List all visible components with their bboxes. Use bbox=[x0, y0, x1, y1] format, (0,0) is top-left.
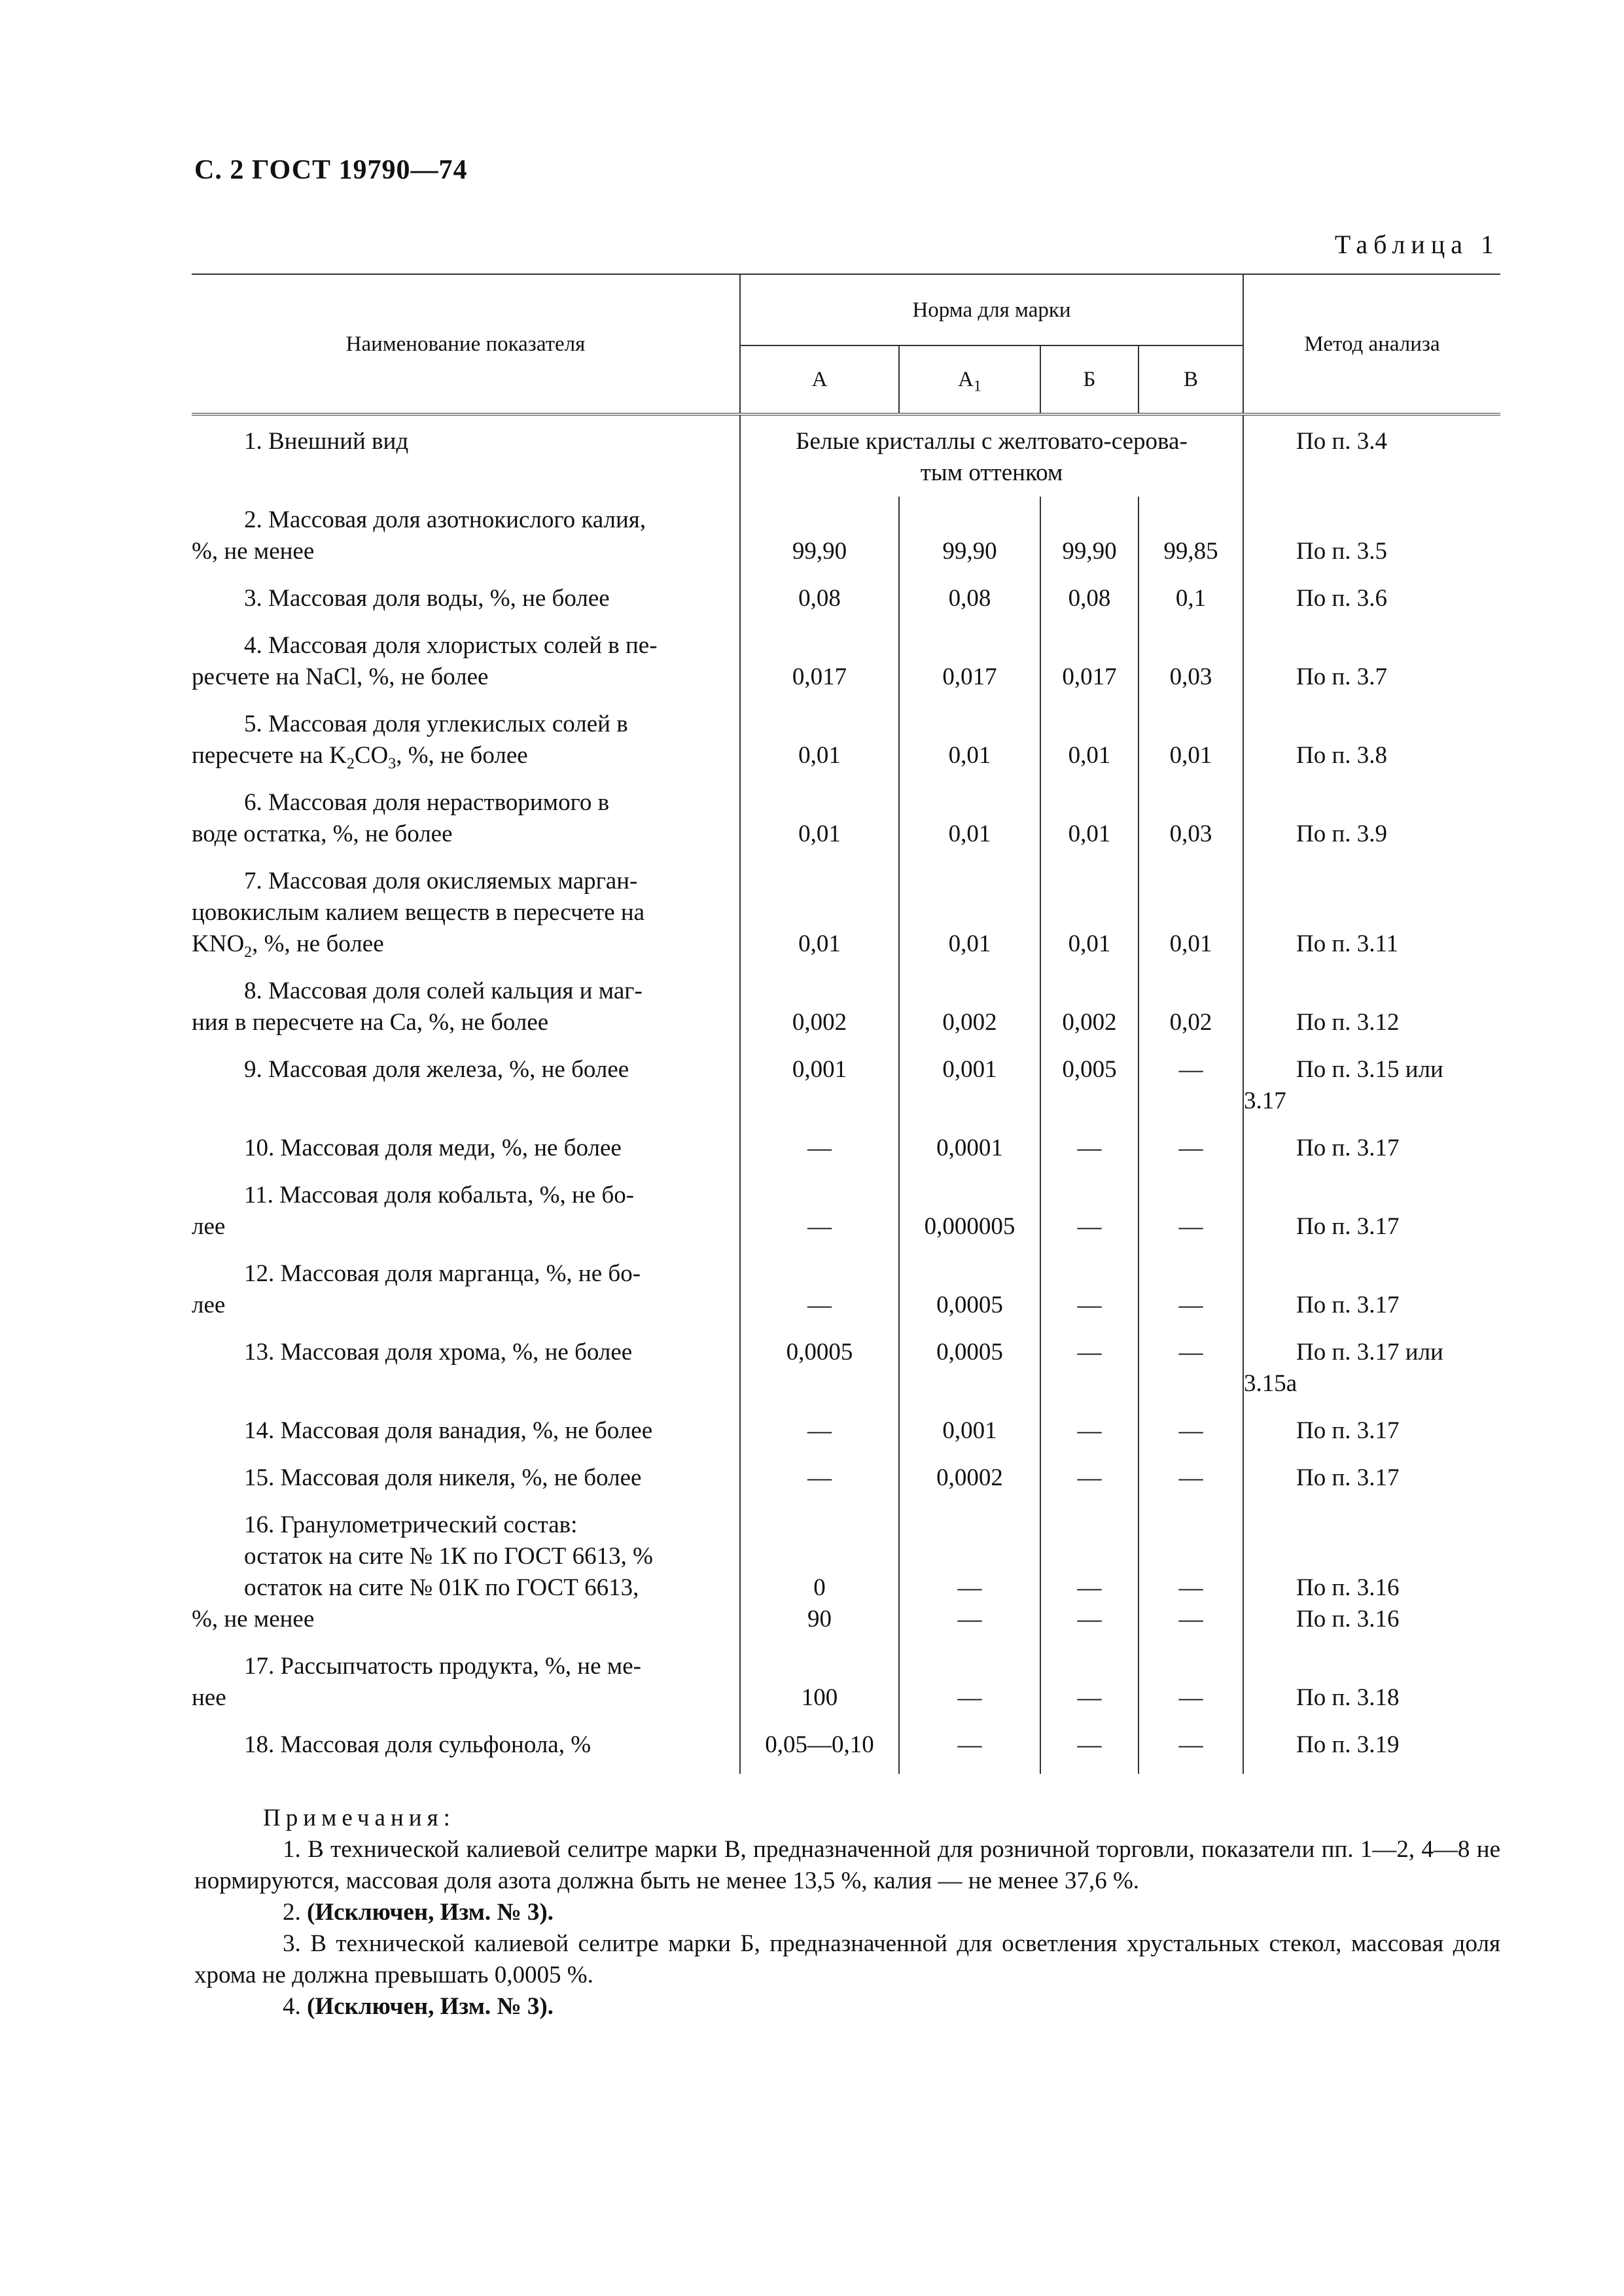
cell-grade-a1: 0,08 bbox=[899, 575, 1040, 622]
table-caption: Таблица 1 bbox=[1334, 230, 1500, 259]
cell-grade-v: — bbox=[1139, 1722, 1243, 1774]
cell-grade-a1: 0,01 bbox=[899, 858, 1040, 968]
row-name: 11. Массовая доля кобальта, %, не бо- лее bbox=[192, 1182, 635, 1240]
header-indicator: Наименование показателя bbox=[192, 274, 740, 414]
row-name: 5. Массовая доля углекислых солей в пересчете на $K_2CO_3$, %, не более bbox=[192, 711, 628, 773]
header-grade-v: В bbox=[1139, 345, 1243, 414]
cell-grade-a: — bbox=[740, 1125, 899, 1172]
cell-grade-v: — — bbox=[1139, 1502, 1243, 1643]
cell-grade-v: — bbox=[1139, 1172, 1243, 1250]
row-name: 8. Массовая доля солей кальция и маг- ния в пересчете на Ca, %, не более bbox=[192, 978, 643, 1036]
row-name: 16. Гранулометрический состав: остаток на сите № 1К по ГОСТ 6613, % остаток на сите № 01К по ГОСТ 6613, %, не менее bbox=[192, 1511, 653, 1633]
cell-grade-a: 0,08 bbox=[740, 575, 899, 622]
cell-grade-a1: — bbox=[899, 1643, 1040, 1722]
header-norm-group: Норма для марки bbox=[740, 274, 1243, 345]
row-name: 14. Массовая доля ванадия, %, не более bbox=[244, 1417, 653, 1444]
notes-header: Примечания: bbox=[263, 1805, 455, 1831]
header-grade-b: Б bbox=[1040, 345, 1139, 414]
cell-grade-a1: 99,90 bbox=[899, 497, 1040, 575]
table-row bbox=[192, 497, 1500, 575]
note-4: 4. (Исключен, Изм. № 3). bbox=[283, 1993, 554, 2020]
table-row bbox=[192, 414, 1500, 497]
cell-grade-a: 0,01 bbox=[740, 779, 899, 858]
table-row bbox=[192, 1407, 1500, 1455]
cell-grade-b: — bbox=[1040, 1250, 1139, 1329]
row-method: По п. 3.17 bbox=[1243, 1250, 1500, 1329]
table-row bbox=[192, 1722, 1500, 1774]
row-name: 15. Массовая доля никеля, %, не более bbox=[244, 1464, 642, 1491]
cell-grade-a1: 0,0005 bbox=[899, 1329, 1040, 1407]
cell-grade-b: 0,01 bbox=[1040, 701, 1139, 779]
cell-grade-v: 0,1 bbox=[1139, 575, 1243, 622]
table-row bbox=[192, 858, 1500, 968]
cell-grade-b: 99,90 bbox=[1040, 497, 1139, 575]
row-method: По п. 3.16 По п. 3.16 bbox=[1243, 1502, 1500, 1643]
cell-grade-v: 0,02 bbox=[1139, 968, 1243, 1046]
table-row bbox=[192, 701, 1500, 779]
cell-grade-b: 0,002 bbox=[1040, 968, 1139, 1046]
table-row bbox=[192, 575, 1500, 622]
row-method: По п. 3.11 bbox=[1243, 858, 1500, 968]
row-name: 18. Массовая доля сульфонола, % bbox=[244, 1731, 591, 1758]
cell-grade-a1: — — bbox=[899, 1502, 1040, 1643]
table-row bbox=[192, 1046, 1500, 1125]
cell-grade-a: 0,01 bbox=[740, 701, 899, 779]
row-name: 1. Внешний вид bbox=[244, 428, 409, 455]
row-method: По п. 3.5 bbox=[1243, 497, 1500, 575]
row-method: По п. 3.17 bbox=[1243, 1125, 1500, 1172]
note-2: 2. (Исключен, Изм. № 3). bbox=[283, 1899, 554, 1926]
row-method: По п. 3.6 bbox=[1243, 575, 1500, 622]
cell-grade-b: 0,01 bbox=[1040, 779, 1139, 858]
cell-grade-v: 0,03 bbox=[1139, 779, 1243, 858]
cell-grade-a: 0,001 bbox=[740, 1046, 899, 1125]
row-name: 10. Массовая доля меди, %, не более bbox=[244, 1135, 622, 1161]
cell-grade-b: — bbox=[1040, 1643, 1139, 1722]
cell-grade-v: — bbox=[1139, 1455, 1243, 1502]
cell-grade-b: — bbox=[1040, 1722, 1139, 1774]
cell-grade-a1: 0,0002 bbox=[899, 1455, 1040, 1502]
cell-grade-a1: 0,01 bbox=[899, 779, 1040, 858]
row-name: 13. Массовая доля хрома, %, не более bbox=[244, 1339, 633, 1366]
row-method: По п. 3.18 bbox=[1243, 1643, 1500, 1722]
cell-grade-a: 0,002 bbox=[740, 968, 899, 1046]
cell-grade-a: — bbox=[740, 1250, 899, 1329]
row-method: По п. 3.17 bbox=[1243, 1172, 1500, 1250]
table-row bbox=[192, 1329, 1500, 1407]
table-row bbox=[192, 1172, 1500, 1250]
cell-grade-a: — bbox=[740, 1172, 899, 1250]
cell-grade-v: — bbox=[1139, 1643, 1243, 1722]
appearance-value: Белые кристаллы с желтовато-серова- тым оттенком bbox=[740, 414, 1243, 497]
cell-grade-a1: 0,002 bbox=[899, 968, 1040, 1046]
row-name: 4. Массовая доля хлористых солей в пе- ресчете на NaCl, %, не более bbox=[192, 632, 658, 690]
cell-grade-b: — bbox=[1040, 1455, 1139, 1502]
cell-grade-a1: 0,001 bbox=[899, 1407, 1040, 1455]
cell-grade-v: 99,85 bbox=[1139, 497, 1243, 575]
table-row bbox=[192, 779, 1500, 858]
cell-grade-b: — bbox=[1040, 1125, 1139, 1172]
header-grade-a: А bbox=[740, 345, 899, 414]
specification-table bbox=[192, 274, 1500, 1774]
cell-grade-a1: 0,0005 bbox=[899, 1250, 1040, 1329]
row-method: По п. 3.17 bbox=[1243, 1407, 1500, 1455]
row-method: По п. 3.9 bbox=[1243, 779, 1500, 858]
row-name: 2. Массовая доля азотнокислого калия, %, не менее bbox=[192, 506, 646, 565]
row-method: По п. 3.19 bbox=[1243, 1722, 1500, 1774]
cell-grade-b: — bbox=[1040, 1329, 1139, 1407]
cell-grade-v: 0,03 bbox=[1139, 622, 1243, 701]
header-grade-a1: $А_1$ bbox=[899, 345, 1040, 414]
table-row bbox=[192, 622, 1500, 701]
cell-grade-a: 100 bbox=[740, 1643, 899, 1722]
row-method: По п. 3.8 bbox=[1243, 701, 1500, 779]
cell-grade-b: 0,005 bbox=[1040, 1046, 1139, 1125]
notes-section bbox=[194, 1803, 1500, 2022]
cell-grade-a: 0,05—0,10 bbox=[740, 1722, 899, 1774]
cell-grade-a: — bbox=[740, 1455, 899, 1502]
cell-grade-a: 0,0005 bbox=[740, 1329, 899, 1407]
cell-grade-a1: 0,001 bbox=[899, 1046, 1040, 1125]
page-title: С. 2 ГОСТ 19790—74 bbox=[194, 155, 468, 185]
cell-grade-a: 99,90 bbox=[740, 497, 899, 575]
cell-grade-b: 0,08 bbox=[1040, 575, 1139, 622]
table-row bbox=[192, 1643, 1500, 1722]
cell-grade-b: — bbox=[1040, 1172, 1139, 1250]
cell-grade-a1: 0,01 bbox=[899, 701, 1040, 779]
cell-grade-b: 0,01 bbox=[1040, 858, 1139, 968]
note-1: 1. В технической калиевой селитре марки В, предназначенной для розничной торговли, показатели пп. 1—2, 4—8 не нормируются, массовая доля азота должна быть не менее 13,5 %, калия — не менее 37,6 %. bbox=[194, 1836, 1500, 1894]
row-method: По п. 3.15 или 3.17 bbox=[1243, 1046, 1500, 1125]
row-method: По п. 3.17 bbox=[1243, 1455, 1500, 1502]
table-row bbox=[192, 968, 1500, 1046]
table-row bbox=[192, 1125, 1500, 1172]
cell-grade-b: — — bbox=[1040, 1502, 1139, 1643]
cell-grade-v: — bbox=[1139, 1407, 1243, 1455]
row-name: 7. Массовая доля окисляемых марган- цовокислым калием веществ в пересчете на $KNO_2$, %, не более bbox=[192, 868, 645, 961]
cell-grade-b: 0,017 bbox=[1040, 622, 1139, 701]
row-name: 12. Массовая доля марганца, %, не бо- лее bbox=[192, 1260, 641, 1318]
cell-grade-v: — bbox=[1139, 1046, 1243, 1125]
row-name: 3. Массовая доля воды, %, не более bbox=[244, 585, 610, 612]
cell-grade-v: 0,01 bbox=[1139, 701, 1243, 779]
cell-grade-a: 0 90 bbox=[740, 1502, 899, 1643]
row-name: 9. Массовая доля железа, %, не более bbox=[244, 1056, 629, 1083]
cell-grade-v: 0,01 bbox=[1139, 858, 1243, 968]
row-name: 17. Рассыпчатость продукта, %, не ме- нее bbox=[192, 1653, 641, 1711]
cell-grade-a: 0,01 bbox=[740, 858, 899, 968]
row-name: 6. Массовая доля нерастворимого в воде остатка, %, не более bbox=[192, 789, 610, 847]
cell-grade-v: — bbox=[1139, 1125, 1243, 1172]
note-3: 3. В технической калиевой селитре марки Б, предназначенной для осветления хрустальных стекол, массовая доля хрома не должна превышать 0,0005 %. bbox=[194, 1930, 1500, 1988]
cell-grade-a: 0,017 bbox=[740, 622, 899, 701]
cell-grade-v: — bbox=[1139, 1329, 1243, 1407]
cell-grade-a: — bbox=[740, 1407, 899, 1455]
cell-grade-v: — bbox=[1139, 1250, 1243, 1329]
cell-grade-a1: 0,017 bbox=[899, 622, 1040, 701]
cell-grade-b: — bbox=[1040, 1407, 1139, 1455]
row-method: По п. 3.7 bbox=[1243, 622, 1500, 701]
table-row bbox=[192, 1250, 1500, 1329]
row-method: По п. 3.12 bbox=[1243, 968, 1500, 1046]
row-method: По п. 3.17 или 3.15а bbox=[1243, 1329, 1500, 1407]
cell-grade-a1: — bbox=[899, 1722, 1040, 1774]
table-row bbox=[192, 1502, 1500, 1643]
header-method: Метод анализа bbox=[1243, 274, 1500, 414]
cell-grade-a1: 0,000005 bbox=[899, 1172, 1040, 1250]
row-method: По п. 3.4 bbox=[1243, 414, 1500, 497]
cell-grade-a1: 0,0001 bbox=[899, 1125, 1040, 1172]
table-row bbox=[192, 1455, 1500, 1502]
